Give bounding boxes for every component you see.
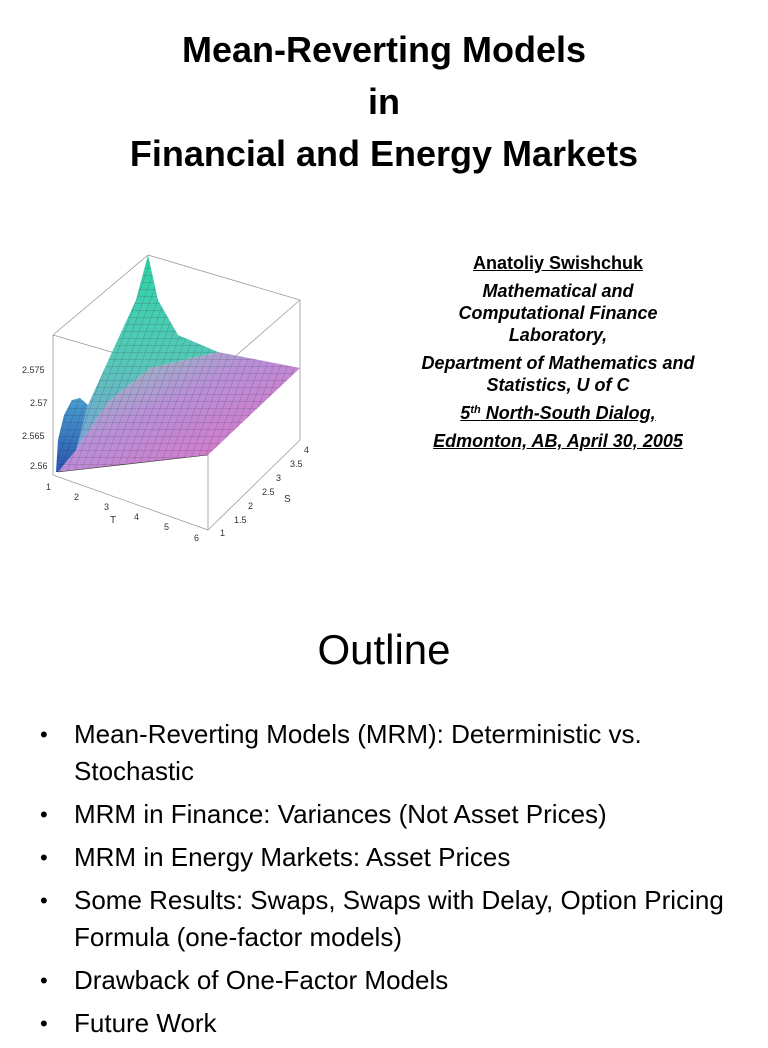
s-tick: 2.5 [262,487,275,497]
title-line-3: Financial and Energy Markets [129,133,639,174]
bullet-icon: • [40,845,48,870]
s-tick: 3 [276,473,282,483]
z-tick: 2.575 [22,365,45,375]
t-tick: 4 [134,512,140,522]
list-item [40,882,740,956]
s-axis-label: S [284,494,291,505]
bullet-icon: • [40,1011,48,1036]
event-number: 5 [460,403,471,423]
event-ordinal-suffix: th [470,404,481,416]
z-tick: 2.56 [30,461,48,471]
t-axis-ticks [46,482,199,543]
t-tick: 3 [104,502,110,512]
event-name: North-South Dialog, [480,403,656,423]
s-tick: 2 [248,501,254,511]
t-axis-label: T [110,515,117,526]
s-tick: 4 [304,445,310,455]
department-line-2: Statistics, U of C [486,375,630,395]
s-tick: 1 [220,528,226,538]
affiliation-line-3: Laboratory, [508,325,608,345]
affiliation-line-1: Mathematical and [482,281,634,301]
list-item [40,962,740,999]
s-tick: 3.5 [290,459,303,469]
slide-title [0,24,768,180]
department-line-1: Department of Mathematics and [421,353,695,373]
list-item-text: MRM in Energy Markets: Asset Prices [74,842,511,872]
surface-plot-svg [18,240,338,550]
outline-heading: Outline [317,626,451,673]
bullet-icon: • [40,722,48,747]
title-line-1: Mean-Reverting Models [181,29,587,70]
author-name: Anatoliy Swishchuk [472,253,644,273]
list-item [40,716,740,790]
author-info [380,252,736,452]
outline-list [40,716,740,1048]
list-item [40,839,740,876]
list-item [40,796,740,833]
t-tick: 6 [194,533,200,543]
surface [56,255,300,472]
bullet-icon: • [40,888,48,913]
list-item-text: Drawback of One-Factor Models [74,965,449,995]
t-tick: 5 [164,522,170,532]
s-axis-ticks [220,445,309,538]
affiliation-line-2: Computational Finance [458,303,658,323]
list-item-text: Future Work [74,1008,217,1038]
list-item-text: Mean-Reverting Models (MRM): Deterministic vs. Stochastic [74,719,642,786]
z-tick: 2.565 [22,431,45,441]
z-tick: 2.57 [30,398,48,408]
list-item-text: Some Results: Swaps, Swaps with Delay, Option Pricing Formula (one-factor models) [74,885,724,952]
title-line-2: in [368,81,400,122]
bullet-icon: • [40,802,48,827]
t-tick: 2 [74,492,80,502]
s-tick: 1.5 [234,515,247,525]
z-axis-ticks [22,365,48,471]
surface-plot [18,240,338,550]
bullet-icon: • [40,968,48,993]
list-item-text: MRM in Finance: Variances (Not Asset Prices) [74,799,607,829]
event-line [380,402,736,424]
location-date: Edmonton, AB, April 30, 2005 [433,431,683,451]
t-tick: 1 [46,482,52,492]
